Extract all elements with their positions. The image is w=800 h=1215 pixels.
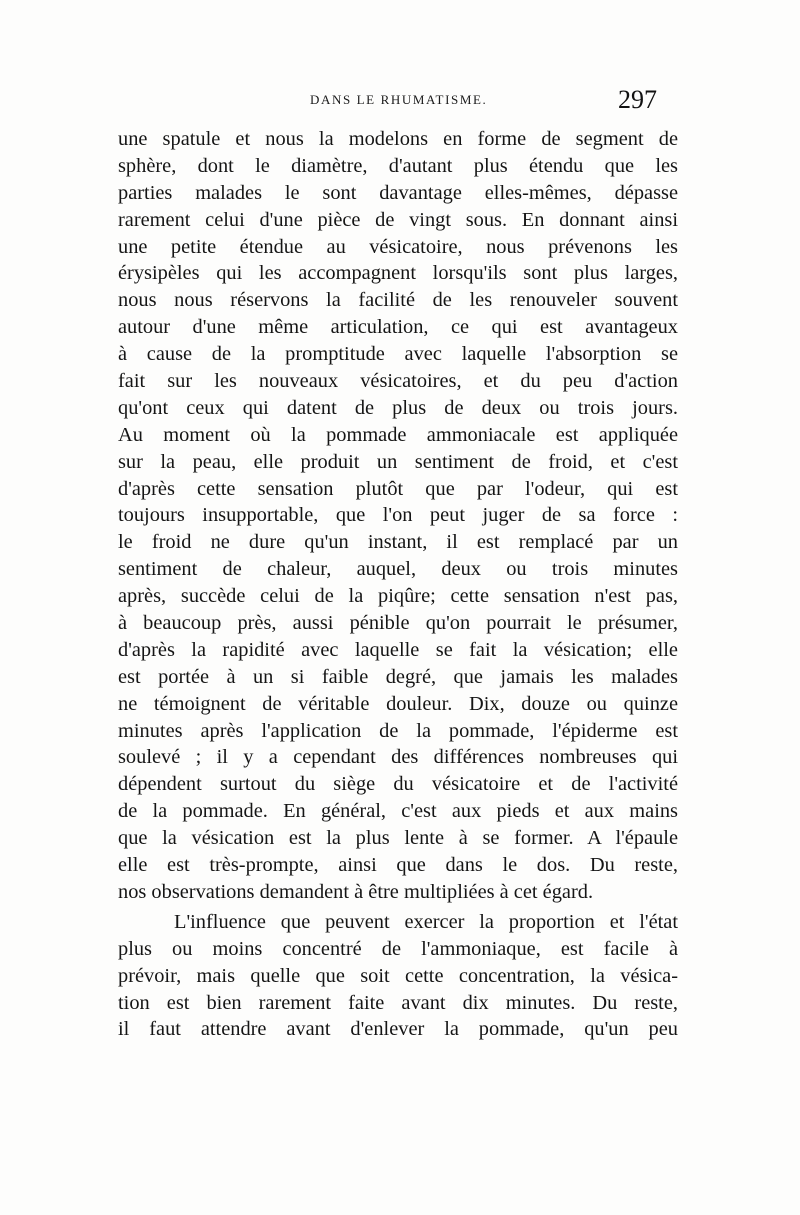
text-line: ne témoignent de véritable douleur. Dix, douze ou quinze (118, 692, 678, 715)
text-line: une petite étendue au vésicatoire, nous prévenons les (118, 235, 678, 258)
text-line: elle est très-prompte, ainsi que dans le dos. Du reste, (118, 854, 678, 877)
text-line: que la vésication est la plus lente à se former. A l'épaule (118, 827, 678, 850)
text-line: toujours insupportable, que l'on peut juger de sa force : (118, 504, 678, 527)
text-line: il faut attendre avant d'enlever la pommade, qu'un peu (118, 1018, 678, 1041)
text-line: fait sur les nouveaux vésicatoires, et du peu d'action (118, 370, 678, 393)
text-line: autour d'une même articulation, ce qui est avantageux (118, 316, 678, 339)
text-line: Au moment où la pommade ammoniacale est appliquée (118, 423, 678, 446)
text-line: nos observations demandent à être multipliées à cet égard. (118, 880, 594, 903)
text-line: rarement celui d'une pièce de vingt sous. En donnant ainsi (118, 208, 678, 231)
text-line: érysipèles qui les accompagnent lorsqu'ils sont plus larges, (118, 262, 678, 285)
text-line: qu'ont ceux qui datent de plus de deux ou trois jours. (118, 396, 678, 419)
text-line: dépendent surtout du siège du vésicatoire et de l'activité (118, 773, 678, 796)
text-line: le froid ne dure qu'un instant, il est remplacé par un (118, 531, 678, 554)
body-text (118, 126, 678, 1043)
text-line: d'après cette sensation plutôt que par l'odeur, qui est (118, 477, 678, 500)
text-line: tion est bien rarement faite avant dix minutes. Du reste, (118, 991, 678, 1014)
text-line: minutes après l'application de la pommade, l'épiderme est (118, 719, 678, 742)
text-line: sur la peau, elle produit un sentiment de froid, et c'est (118, 450, 678, 473)
text-line: parties malades le sont davantage elles-mêmes, dépasse (118, 181, 678, 204)
text-line: à cause de la promptitude avec laquelle l'absorption se (118, 343, 678, 366)
text-line: d'après la rapidité avec laquelle se fait la vésication; elle (118, 638, 678, 661)
running-title: DANS LE RHUMATISME. (310, 92, 488, 107)
text-line: une spatule et nous la modelons en forme de segment de (118, 128, 678, 150)
text-line: de la pommade. En général, c'est aux pieds et aux mains (118, 800, 678, 823)
text-line: sentiment de chaleur, auquel, deux ou trois minutes (118, 558, 678, 581)
text-line: à beaucoup près, aussi pénible qu'on pourrait le présumer, (118, 612, 678, 635)
text-line: prévoir, mais quelle que soit cette concentration, la vésica- (118, 964, 678, 987)
page-number: 297 (618, 85, 657, 114)
text-line: plus ou moins concentré de l'ammoniaque, est facile à (118, 937, 678, 960)
paragraph-2 (118, 909, 678, 1043)
text-line: après, succède celui de la piqûre; cette sensation n'est pas, (118, 585, 678, 608)
text-line: est portée à un si faible degré, que jamais les malades (118, 665, 678, 688)
paragraph-1 (118, 126, 678, 906)
text-line: sphère, dont le diamètre, d'autant plus étendu que les (118, 154, 678, 177)
text-line: nous nous réservons la facilité de les renouveler souvent (118, 289, 678, 312)
text-line: L'influence que peuvent exercer la proportion et l'état (174, 910, 678, 933)
text-line: soulevé ; il y a cependant des différences nombreuses qui (118, 746, 678, 769)
